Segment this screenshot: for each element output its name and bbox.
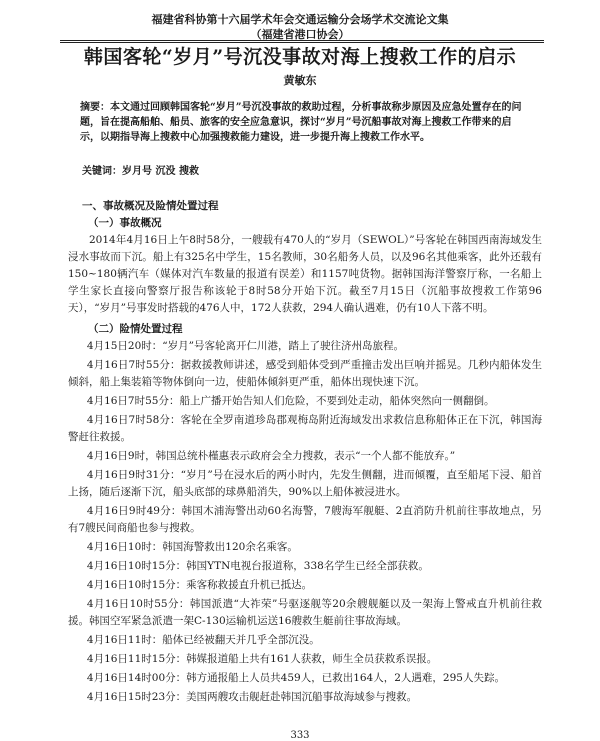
timeline-entry: 4月16日14时00分：韩方通报船上人员共459人，已救出164人，2人遇难，295人失踪。 [86,672,505,684]
section-heading: 一、事故概况及险情处置过程 [82,200,219,212]
timeline-entry: 4月16日9时49分：韩国木浦海警出动60名海警，7艘海军舰艇、2直消防升机前往事故地点，另有7艘民间商船也参与搜救。 [68,505,542,534]
timeline-entry: 4月16日7时55分：船上广播开始告知人们危险，不要到处走动，船体突然向一侧翻倒。 [86,395,495,407]
page-number: 333 [290,730,310,741]
overview-paragraph: 2014年4月16日上午8时58分，一艘载有470人的“岁月（SEWOL）”号客轮在韩国西南海域发生浸水事故而下沉。船上有325名中学生，15名教师，30名船务人员，以及96名其他乘客，此外还载有150~180辆汽车（媒体对汽车数量的报道有误差）和1157吨货物。据韩国海洋警察厅称，一名船上学生家长直接向警察厅报告称该轮于8时58分开始下沉。截至7月15日（沉船事故搜救工作第96天），“岁月”号事发时搭载的476人中，172人获救，294人确认遇难，仍有10人下落不明。 [68,234,542,314]
header-line-2: （福建省港口协会） [250,28,350,41]
paper-body [68,198,542,708]
timeline-entry: 4月16日9时，韩国总统朴槿惠表示政府会全力搜救，表示“一个人都不能放弃。” [86,450,456,462]
paper-title: 韩国客轮“岁月”号沉没事故对海上搜救工作的启示 [83,46,517,68]
subsection-heading-overview: （一）事故概况 [88,217,162,229]
header-rule-top [60,40,544,41]
timeline-entry: 4月16日9时31分：“岁月”号在浸水后的两小时内，先发生侧翻，进而倾覆，直至船尾下浸、船首上扬，随后逐渐下沉，船头底部的球鼻船消失，90%以上船体被浸进水。 [68,469,542,498]
timeline-entry: 4月16日7时58分：客轮在全罗南道珍岛郡观梅岛附近海域发出求救信息称船体正在下沉，韩国海警赶往救援。 [68,414,542,443]
timeline-entry: 4月15日20时：“岁月”号客轮离开仁川港，踏上了驶往济州岛旅程。 [86,340,405,352]
timeline-entry: 4月16日15时23分：美国两艘攻击舰赶赴韩国沉船事故海域参与搜救。 [86,691,418,703]
keywords: 关键词：岁月号 沉没 搜救 [82,166,199,177]
conference-header [0,12,600,42]
timeline-entry: 4月16日7时55分：据救援教师讲述，感受到船体受到严重撞击发出巨响并摇晃。几秒内船体发生倾斜，船上集装箱等物体倒向一边，使船体倾斜更严重，船体出现快速下沉。 [68,359,542,388]
subsection-heading-process: （二）险情处置过程 [88,323,183,335]
timeline-list [68,338,542,706]
timeline-entry: 4月16日10时15分：乘客称救援直升机已抵达。 [86,579,313,591]
abstract: 摘要：本文通过回顾韩国客轮“岁月”号沉没事故的救助过程，分析事故称步原因及应急处置存在的问题，旨在提高船舶、船员、旅客的安全应急意识，探讨“岁月”号沉船事故对海上搜救工作带来的启示，以期指导海上搜救中心加强搜救能力建设，进一步提升海上搜救工作水平。 [80,102,522,143]
paper-author: 黄敏东 [283,74,317,87]
timeline-entry: 4月16日11时：船体已经被翻天并几乎全部沉没。 [86,634,320,646]
timeline-entry: 4月16日10时：韩国海警救出120余名乘客。 [86,541,298,553]
timeline-entry: 4月16日11时15分：韩媒报道船上共有161人获救，师生全员获救系误报。 [86,653,438,665]
timeline-entry: 4月16日10时55分：韩国派遣“大祚荣”号驱逐舰等20余艘舰艇以及一架海上警戒直升机前往救援。韩国空军紧急派遣一架C-130运输机运送16艘救生艇前往事故海域。 [68,598,542,627]
header-line-1: 福建省科协第十六届学术年会交通运输分会场学术交流论文集 [151,13,449,26]
timeline-entry: 4月16日10时15分：韩国YTN电视台报道称，338名学生已经全部获救。 [86,560,429,572]
